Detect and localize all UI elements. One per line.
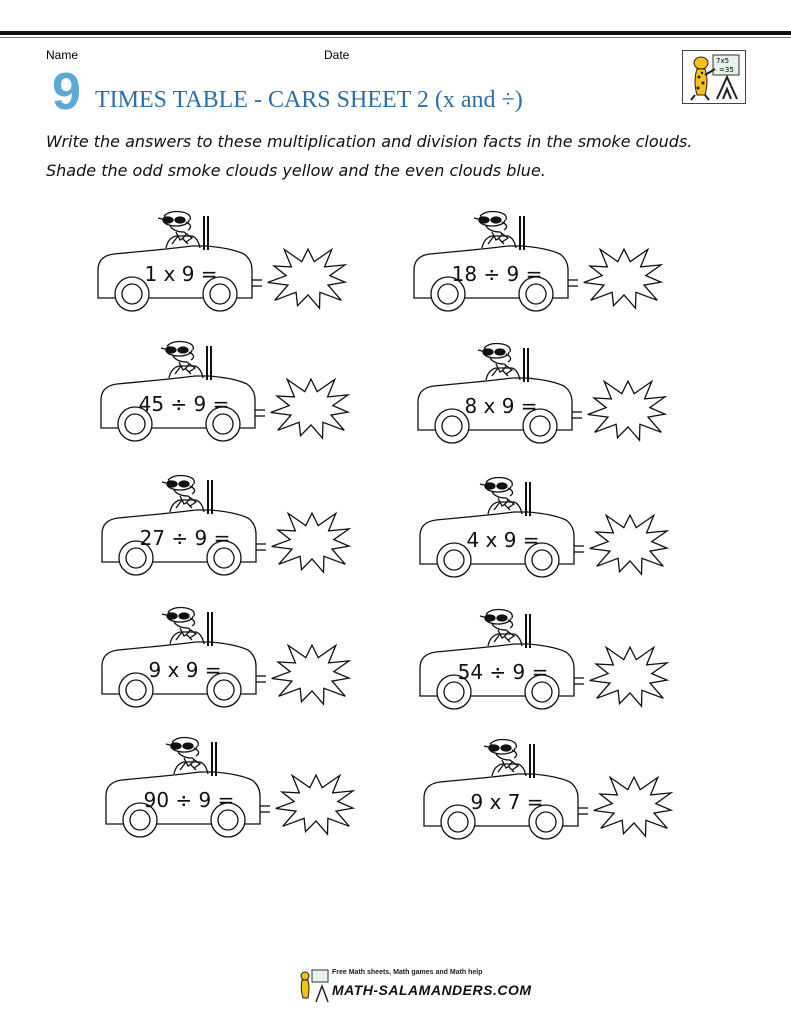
logo-board-text-bottom: =35 [719, 66, 734, 74]
problem-text: 45 ÷ 9 = [138, 392, 230, 416]
name-label: Name [46, 48, 79, 62]
problem-text: 27 ÷ 9 = [139, 526, 231, 550]
problem-text: 54 ÷ 9 = [457, 660, 549, 684]
salamander-logo [682, 50, 746, 104]
car-problem-6 [418, 474, 698, 594]
page-title: TIMES TABLE - CARS SHEET 2 (x and ÷) [95, 87, 523, 113]
problem-text: 8 x 9 = [464, 394, 538, 418]
instruction-line-1: Write the answers to these multiplication and division facts in the smoke clouds. [46, 132, 693, 151]
car-problem-9 [104, 734, 384, 854]
car-problem-2 [412, 208, 692, 328]
big-number: 9 [52, 63, 81, 121]
footer-tagline: Free Math sheets, Math games and Math help [332, 969, 483, 976]
problem-text: 18 ÷ 9 = [451, 262, 543, 286]
instruction-line-2: Shade the odd smoke clouds yellow and the even clouds blue. [46, 161, 546, 180]
logo-board-text-top: 7x5 [716, 57, 730, 65]
car-problem-5 [100, 472, 380, 592]
problem-text: 90 ÷ 9 = [143, 788, 235, 812]
car-problem-8 [418, 606, 698, 726]
car-problem-7 [100, 604, 380, 724]
problem-text: 4 x 9 = [466, 528, 540, 552]
top-rule-thin [0, 37, 791, 38]
footer-salamander-icon [296, 968, 332, 1004]
problem-text: 9 x 9 = [148, 658, 222, 682]
problem-text: 1 x 9 = [144, 262, 218, 286]
car-problem-3 [99, 338, 379, 458]
car-problem-1 [96, 208, 376, 328]
salamander-teacher-icon [683, 51, 745, 103]
car-problem-10 [422, 736, 702, 856]
problem-text: 9 x 7 = [470, 790, 544, 814]
date-label: Date [324, 48, 350, 62]
top-rule [0, 31, 791, 35]
car-problem-4 [416, 340, 696, 460]
footer-site: MATH-SALAMANDERS.COM [332, 982, 532, 998]
